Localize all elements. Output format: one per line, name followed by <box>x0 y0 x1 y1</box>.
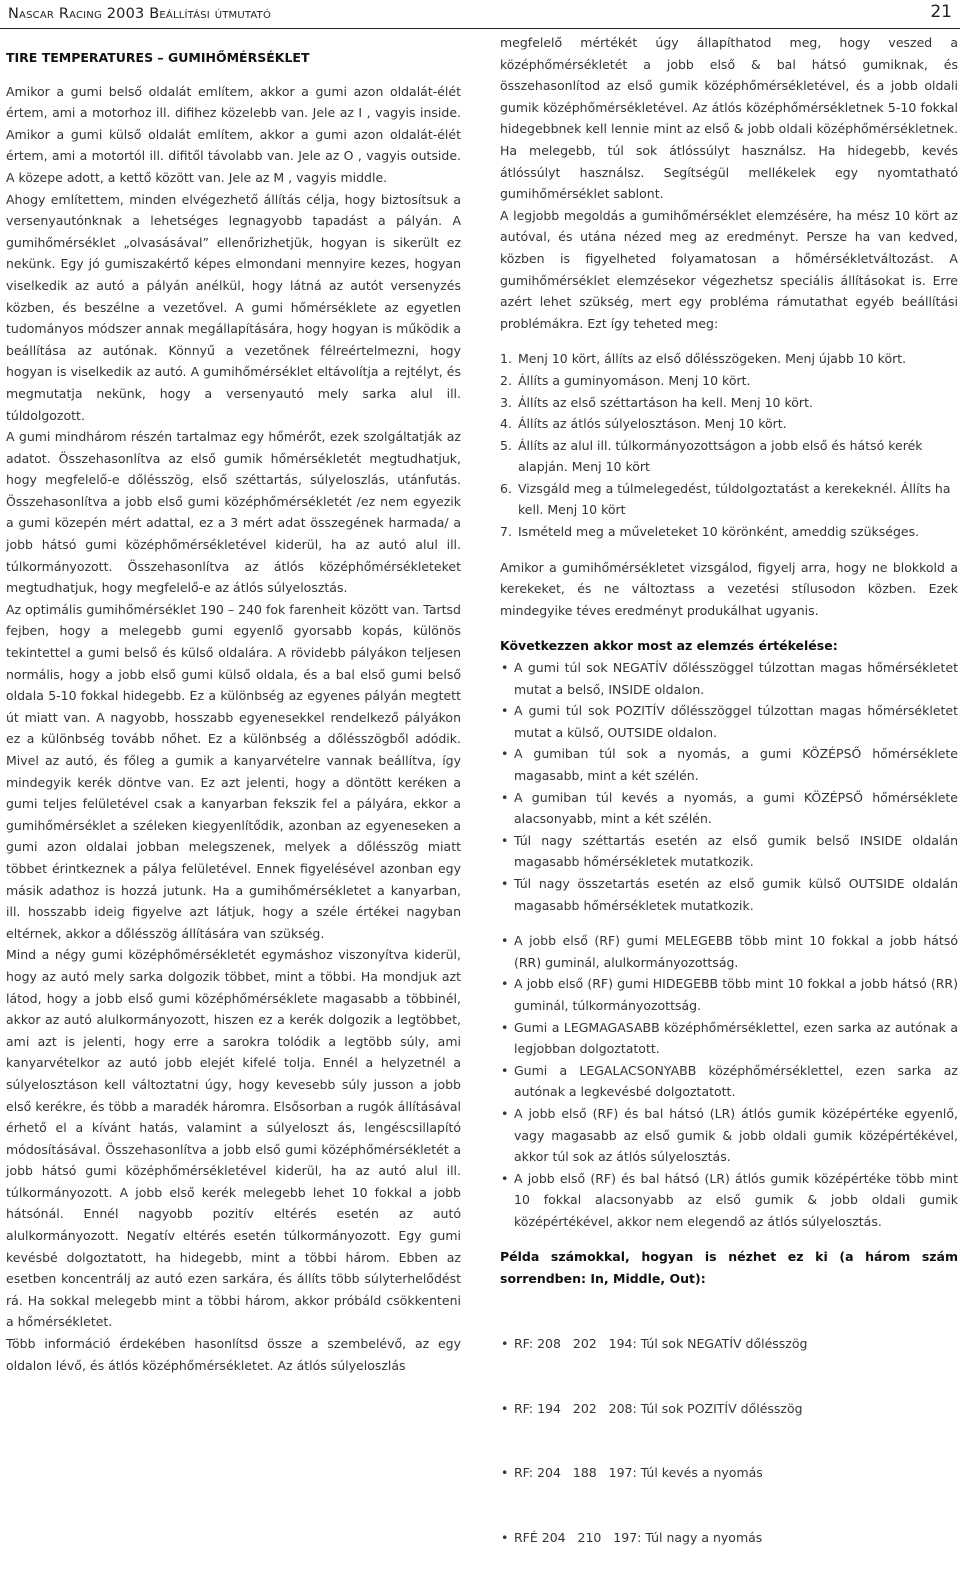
list-item: • RF: 208 202 194: Túl sok NEGATÍV dőlésszög <box>501 1335 808 1351</box>
page-number: 21 <box>930 2 952 22</box>
list-item: • RFÉ 204 210 197: Túl nagy a nyomás <box>501 1530 763 1546</box>
list-item: • Túl nagy széttartás esetén az első gumik belső INSIDE oldalán magasabb hőmérsékletek mutatkozik. <box>501 832 958 870</box>
list-item: 1. Menj 10 kört, állíts az első dőlésszögeken. Menj újabb 10 kört. <box>500 351 907 367</box>
example-list <box>500 1290 958 1592</box>
list-item: 2. Állíts a guminyomáson. Menj 10 kört. <box>500 372 751 388</box>
paragraph-inside-outside: Amikor a gumi belső oldalát említem, akkor a gumi azon oldalát-élét értem, ami a motorhoz ill. difihez közelebb van. Jele az I , vagyis inside. Amikor a gumi külső oldalát említem, akkor a gumi azon oldalát-élét értem, ami a motortól ill. difitől távolabb van. Jele az O , vagyis outside. A közepe adott, a kettő között van. Jele az M , vagyis middle. <box>6 83 461 185</box>
paragraph-grip: Ahogy említettem, minden elvégezhető állítás célja, hogy biztosítsuk a versenyautónknak a lehetséges legnagyobb tapadást a pályán. A gumihőmérséklet „olvasásával” ellenőrizhetjük, hogyan is sikerült ez nekünk. Egy jó gumiszakértő képes elmondani mennyire kezes, hogyan viselkedik az autó a pályán anélkül, hogy látná az autót versenyzés közben, és beszélne a vezetővel. A gumi hőmérséklete az egyetlen tudományos módszer annak megállapítására, hogy hogyan is működik a beállítása az autónak. Könnyű a vezetőnek félreértelmezni, hogy hogyan is viselkedik az autó. A gumihőmérséklet eltávolítja a rejtélyt, és megmutatja nekünk, hogy a versenyautó mely sarka alul ill. túldolgozott. <box>6 191 461 423</box>
list-item: • A gumiban túl sok a nyomás, a gumi KÖZÉPSŐ hőmérséklete magasabb, mint a két szélén. <box>501 746 958 783</box>
example-heading: Példa számokkal, hogyan is nézhet ez ki (a három szám sorrendben: In, Middle, Out): <box>500 1249 958 1287</box>
paragraph-thermometers: A gumi mindhárom részén tartalmaz egy hőmérőt, ezek szolgáltatják az adatot. Összehasonlítva az első gumik hőmérsékletét megtudhatjuk, hogy megfelelő-e dőlésszög, első széttartás, súlyeloszlás, utánfutás. Összehasonlítva a jobb első gumi középhőmérsékletét /ez nem egyezik a gumi közepén mért adattal, ez a 3 mért adat összegének harmada/ a jobb hátsó gumi középhőmérsékletével kiderül, ha az autó alul ill. túlkormányozott. Összehasonlítva az átlós középhőmérsékleteket megtudhatjuk, hogy megfelelő-e az átlós súlyelosztás. <box>6 429 461 596</box>
paragraph-optimal-temperature: Az optimális gumihőmérséklet 190 – 240 fok farenheit között van. Tartsd fejben, hogy a melegebb gumi egyenlő gyorsabb kopás, különös tekintettel a gumi belső és külső oldalára. A rövidebb pályákon teljesen normális, hogy a jobb első gumi külső oldala, és a bal első gumi belső oldala 5-10 fokkal hidegebb. Ez a különbség az egyenes pályán megtett út miatt van. A nagyobb, hosszabb egyenesekkel rendelkező pályákon ez a különbség tovább nőhet. Ez a különbség a dőlésszögből adódik. Mivel az autó, és főleg a gumik a kanyarvételre vannak beállítva, így mindegyik kerék döntve van. Ez azt jelenti, hogy a döntött keréken a gumi teljes felületével csak a kanyarban fekszik fel a pályára, ekkor a gumihőmérséklet a széleken kiegyenlítődik, azonban az egyeneseken a gumi azon oldalai jobban melegszenek, melyek a dőlésszög miatt többet érintkeznek a pálya felületével. Ennek figyelésével azonban egy másik adathoz is hozzá jutunk. Ha a gumihőmérsékletet a kanyarban, ill. hosszabb ideig figyelve azt látjuk, hogy a széle értékei nagyban eltérnek, akkor a dőlésszög állítására van szükség. <box>6 601 461 941</box>
left-column <box>6 32 461 1376</box>
list-item: 3. Állíts az első széttartáson ha kell. Menj 10 kört. <box>500 394 813 410</box>
steps-list <box>500 348 958 542</box>
list-item: • A gumi túl sok POZITÍV dőlésszöggel túlzottan magas hőmérsékletet mutat a külső, OUTSIDE oldalon. <box>501 703 958 740</box>
list-item: • RF: 194 202 208: Túl sok POZITÍV dőlésszög <box>501 1400 803 1416</box>
list-item: • Gumi a LEGMAGASABB középhőmérséklettel, ezen sarka az autónak a legjobban dolgoztatott. <box>501 1019 958 1057</box>
list-item: • Gumi a LEGALACSONYABB középhőmérséklettel, ezen sarka az autónak a legkevésbé dolgoztatott. <box>501 1062 958 1100</box>
evaluation-list-1 <box>500 657 958 916</box>
evaluation-list-2 <box>500 930 958 1232</box>
list-item: 6. Vizsgáld meg a túlmelegedést, túldolgoztatást a kerekeknél. Állíts ha kell. Menj 10 kört <box>500 480 951 518</box>
paragraph-diagonal: megfelelő mértékét úgy állapíthatod meg, hogy veszed a középhőmérsékletét a jobb első & bal hátsó gumiknak, és összehasonlítod az első gumik középhőmérsékletével, és a jobb oldali gumik középhőmérsékletével. Az átlós középhőmérsékletnek 5-10 fokkal hidegebbnek kell lennie mint az első & jobb oldali középhőmérsékletnek. Ha melegebb, túl sok átlóssúlyt használsz. Ha hidegebb, kevés átlóssúlyt használsz. Segítségül mellékelek egy nyomtatható gumihőmérséklet sablont. <box>500 35 958 202</box>
running-title: Nascar Racing 2003 Beállítási útmutató <box>8 6 272 22</box>
list-item: • RF: 204 188 197: Túl kevés a nyomás <box>501 1465 763 1481</box>
paragraph-four-tires: Mind a négy gumi középhőmérsékletét egymáshoz viszonyítva kiderül, hogy az autó mely sarka dolgozik többet, mint a többi. Ha mondjuk azt látod, hogy a jobb első gumi középhőmérséklete magasabb a többinél, akkor az autó alulkormányozott, hiszen ez a kerék dolgozik a legtöbbet, ami azt is jelenti, hogy erre a sarokra tolódik a legtöbb súly, ami kanyarvételkor az autó jobb elejét kifelé tolja. Ennél a helyzetnél a súlyelosztáson kell változtatni úgy, hogy kevesebb súly jusson a jobb első kerékre, és több a maradék háromra. Elsősorban a rugók állításával érhető el a kívánt hatás, valamint a súlyeloszt ás, lengéscsillapító módosításával. Összehasonlítva a jobb első gumi középhőmérsékletét a jobb hátsó gumi középhőmérsékletével kiderül, ha az autó alul ill. túlkormányozott. A jobb első kerék melegebb lehet 10 fokkal a jobb hátsónál. Ennél nagyobb pozitív eltérés esetén az autó alulkormányozott. Negatív eltérés esetén túlkormányozott. Egy gumi kevésbé dolgoztatott, ha hidegebb, mint a többi három. Ebben az esetben koncentrálj az autó ezen sarkára, és állíts több súlyterhelődést rá. Ha sokkal melegebb mint a többi három, akkor próbáld csökkenteni a hőmérsékletet. <box>6 947 461 1330</box>
right-column <box>500 32 958 1592</box>
list-item: • Túl nagy összetartás esetén az első gumik külső OUTSIDE oldalán magasabb hőmérsékletek mutatkozik. <box>501 875 958 913</box>
evaluation-heading: Következzen akkor most az elemzés értékelése: <box>500 638 838 654</box>
header-rule <box>0 28 960 29</box>
list-item: 5. Állíts az alul ill. túlkormányozottságon a jobb első és hátsó kerék alapján. Menj 10 kört <box>500 437 923 475</box>
paragraph-caution: Amikor a gumihőmérsékletet vizsgálod, figyelj arra, hogy ne blokkold a kerekeket, és ne változtass a vezetési stílusodon közben. Ezek mindegyike téves eredményt produkálhat ugyanis. <box>500 559 958 618</box>
paragraph-best-method: A legjobb megoldás a gumihőmérséklet elemzésére, ha mész 10 kört az autóval, és utána nézed meg az eredményt. Persze ha van kedved, közben is figyelheted folyamatosan a hőmérsékletváltozást. A gumihőmérséklet elemzésekor végezhetsz speciális állításokat is. Erre azért lehet szükség, mert egy probléma rámutathat egyéb beállítási problémákra. Ezt így teheted meg: <box>500 207 958 331</box>
list-item: • A gumiban túl kevés a nyomás, a gumi KÖZÉPSŐ hőmérséklete alacsonyabb, mint a két szélén. <box>501 789 958 827</box>
list-item: • A jobb első (RF) gumi HIDEGEBB több mint 10 fokkal a jobb hátsó (RR) guminál, túlkormányozottság. <box>501 976 958 1013</box>
list-item: • A jobb első (RF) gumi MELEGEBB több mint 10 fokkal a jobb hátsó (RR) guminál, alulkormányozottság. <box>501 933 958 970</box>
list-item: • A jobb első (RF) és bal hátsó (LR) átlós gumik középértéke egyenlő, vagy magasabb az első gumik & jobb oldali gumik középértékével, akkor túl sok az átlós súlyelosztás. <box>501 1105 958 1165</box>
paragraph-compare: Több információ érdekében hasonlítsd össze a szembelévő, az egy oldalon lévő, és átlós középhőmérsékletet. Az átlós súlyeloszlás <box>6 1336 461 1373</box>
list-item: 7. Ismételd meg a műveleteket 10 körönként, ameddig szükséges. <box>500 524 920 540</box>
list-item: • A jobb első (RF) és bal hátsó (LR) átlós gumik középértéke több mint 10 fokkal alacsonyabb az első gumik & jobb oldali gumik középértékével, akkor nem elegendő az átlós súlyelosztás. <box>501 1170 958 1229</box>
page-header <box>0 0 960 30</box>
list-item: 4. Állíts az átlós súlyelosztáson. Menj 10 kört. <box>500 416 787 432</box>
list-item: • A gumi túl sok NEGATÍV dőlésszöggel túlzottan magas hőmérsékletet mutat a belső, INSIDE oldalon. <box>501 660 958 697</box>
section-heading: TIRE TEMPERATURES – GUMIHŐMÉRSÉKLET <box>6 50 310 65</box>
